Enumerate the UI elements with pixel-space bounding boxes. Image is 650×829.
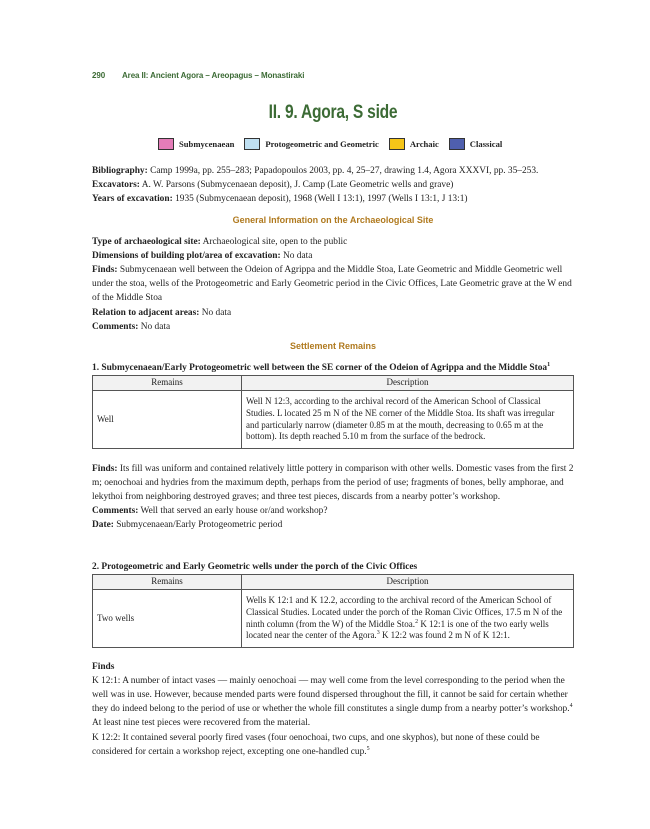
legend-label: Submycenaean — [179, 139, 235, 149]
general-info — [92, 235, 574, 334]
description-cell: Well N 12:3, according to the archival record of the American School of Classical Studies. L located 25 m N of the NE corner of the Middle Stoa. Its shaft was irregular and particularly narrow (diameter 0.85 m at the mouth, decreasing to 0.65 m at the bottom). Its depth reached 5.10 m from the surface of the bedrock. — [242, 391, 574, 449]
footnote-ref: 4 — [569, 703, 573, 710]
item2-table — [92, 574, 574, 648]
col-remains: Remains — [93, 575, 242, 590]
col-description: Description — [242, 376, 574, 391]
legend-item-classical — [449, 138, 502, 151]
running-head — [92, 70, 304, 82]
legend-swatch — [449, 138, 465, 150]
item2-heading: 2. Protogeometric and Early Geometric wells under the porch of the Civic Offices — [92, 562, 418, 572]
legend-item-protogeometric — [244, 138, 378, 151]
legend-item-archaic — [389, 138, 439, 151]
item1-details — [92, 462, 574, 533]
col-description: Description — [242, 575, 574, 590]
years-of-excavation: Years of excavation: 1935 (Submycenaean deposit), 1968 (Well I 13:1), 1997 (Wells I 13:1, J 13:1) — [92, 194, 468, 205]
col-remains: Remains — [93, 376, 242, 391]
finds-k12-2: K 12:2: It contained several poorly fired vases (four oenochoai, two cups, and one skyphos), but none of these could be considered for certain a workshop reject, excepting one one-handled cup.$^5$ — [92, 732, 540, 757]
item1-table-wrap — [92, 375, 574, 449]
general-info-heading: General Information on the Archaeological Site — [232, 215, 434, 225]
excavators: Excavators: A. W. Parsons (Submycenaean deposit), J. Camp (Late Geometric wells and grave) — [92, 180, 454, 191]
item2-finds — [92, 660, 574, 759]
legend-label: Protogeometric and Geometric — [265, 139, 379, 149]
legend-label: Archaic — [409, 139, 439, 149]
site-finds: Finds: Submycenaean well between the Odeion of Agrippa and the Middle Stoa, Late Geometric and Middle Geometric well under the stoa, wells of the Protogeometric and Early Geometric period in the Civic Offices, Late Geometric grave at the W end of the Middle Stoa — [92, 265, 572, 304]
finds-heading: Finds — [92, 662, 115, 672]
item2-table-wrap — [92, 574, 574, 648]
footnote-ref: 5 — [366, 745, 370, 752]
settlement-heading: Settlement Remains — [289, 341, 377, 351]
finds-k12-1: K 12:1: A number of intact vases — mainly oenochoai — may well come from the level corresponding to the period when the well was in use. However, because mended parts were found dispersed throughout the fill, it cannot be said for certain whether they do indeed belong to the period of use or whether the whole fill constitutes a single dump from a nearby potter’s workshop.$^4$ At least nine test pieces were recovered from the material. — [92, 676, 573, 729]
period-legend — [158, 138, 512, 151]
item1-comments: Comments: Well that served an early house or/and workshop? — [92, 506, 328, 517]
legend-swatch — [158, 138, 174, 150]
footnote-ref: 2 — [415, 618, 419, 625]
legend-label: Classical — [469, 139, 503, 149]
site-metadata — [92, 164, 574, 206]
running-head-text: Area II: Ancient Agora – Areopagus – Monastiraki — [122, 71, 305, 80]
general-comments: Comments: No data — [92, 321, 171, 332]
item1-date: Date: Submycenaean/Early Protogeometric period — [92, 520, 283, 531]
page-number: 290 — [92, 71, 106, 80]
legend-item-submycenaean — [158, 138, 234, 151]
remains-cell: Well — [93, 391, 242, 449]
bibliography: Bibliography: Camp 1999a, pp. 255–283; Papadopoulos 2003, pp. 4, 25–27, drawing 1.4, Agora XXXVI, pp. 35–253. — [92, 166, 539, 176]
legend-swatch — [244, 138, 260, 150]
site-type: Type of archaeological site: Archaeological site, open to the public — [92, 237, 348, 247]
adjacent-areas: Relation to adjacent areas: No data — [92, 307, 232, 318]
item1-heading: 1. Submycenaean/Early Protogeometric well between the SE corner of the Odeion of Agrippa and the Middle Stoa$^1$ — [92, 361, 551, 373]
page-title: II. 9. Agora, S side — [268, 102, 398, 123]
item1-finds: Finds: Its fill was uniform and contained relatively little pottery in comparison with other wells. Domestic vases from the first 2 m; oenochoai and hydries from the maximum depth, perhaps from the period of use; fragments of bones, belly amphorae, and lekythoi from neighboring destroyed graves; and three test pieces, discards from a nearby potter’s workshop. — [92, 464, 574, 503]
legend-swatch — [389, 138, 405, 150]
footnote-ref: 1 — [547, 361, 551, 368]
footnote-ref: 3 — [376, 630, 380, 637]
description-cell: Wells K 12:1 and K 12.2, according to the archival record of the American School of Classical Studies. Located under the porch of the Roman Civic Offices, 17.5 m N of the ninth column (from the W) of the Middle Stoa.$^2$ K 12:1 is one of the two early wells located near the center of the Agora.$^3$ K 12:2 was found 2 m N of K 12:1. — [242, 590, 574, 648]
site-dimensions: Dimensions of building plot/area of excavation: No data — [92, 251, 313, 262]
remains-cell: Two wells — [93, 590, 242, 648]
item1-table — [92, 375, 574, 449]
